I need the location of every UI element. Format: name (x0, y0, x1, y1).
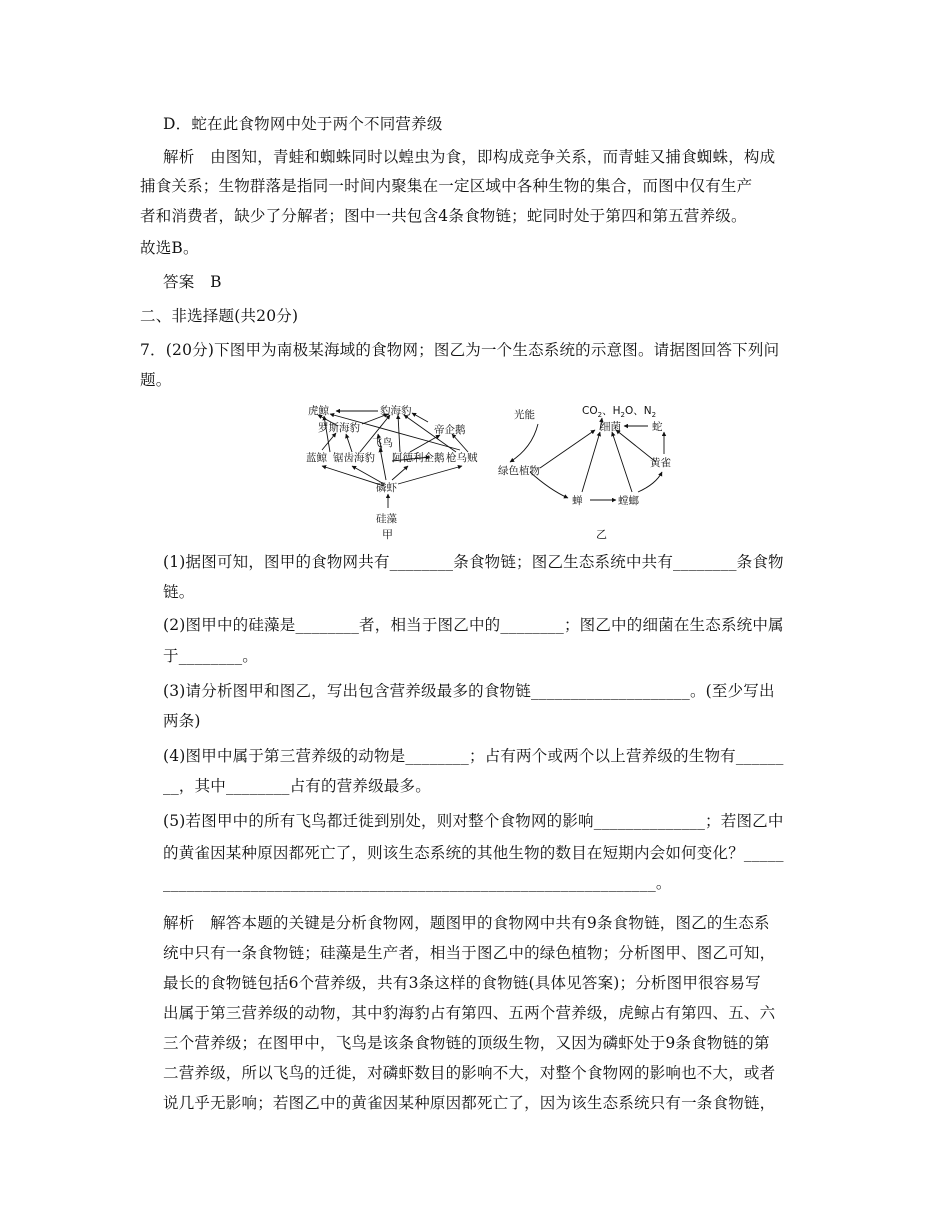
node-huangque: 黄雀 (650, 457, 671, 469)
node-diqie: 帝企鹅 (434, 424, 466, 436)
question-stem: 7．(20分)下图甲为南极某海域的食物网；图乙为一个生态系统的示意图。请据图回答下列问 (140, 341, 780, 359)
analysis-line: 最长的食物链包括6个营养级，共有3条这样的食物链(具体见答案)；分析图甲很容易写 (163, 974, 761, 992)
node-guizao: 硅藻 (376, 513, 397, 525)
figure-jia-label: 甲 (382, 528, 393, 540)
node-baohaibao: 豹海豹 (380, 405, 412, 417)
analysis-line: 二营养级，所以飞鸟的迁徙，对磷虾数目的影响不大，对整个食物网的影响也不大，或者 (163, 1064, 776, 1082)
node-qiangwuzei: 枪乌贼 (446, 452, 478, 464)
analysis-line: 者和消费者，缺少了分解者；图中一共包含4条食物链；蛇同时处于第四和第五营养级。 (140, 207, 747, 225)
option-d: D．蛇在此食物网中处于两个不同营养级 (163, 115, 443, 133)
node-xijun: 细菌 (600, 421, 621, 433)
node-huxing: 虎鲸 (308, 405, 329, 417)
analysis-line: 捕食关系；生物群落是指同一时间内聚集在一定区域中各种生物的集合，而图中仅有生产 (140, 177, 753, 195)
analysis-line: 三个营养级；在图甲中，飞鸟是该条食物链的顶级生物，又因为磷虾处于9条食物链的第 (163, 1034, 770, 1052)
node-co2: $CO_2$、$H_2O$、$N_2$ (582, 405, 657, 419)
question-part-2: (2)图甲中的硅藻是________者，相当于图乙中的________；图乙中的细菌在生态系统中属 (163, 616, 784, 634)
node-lanjing: 蓝鲸 (306, 452, 327, 464)
question-part-5: 的黄雀因某种原因都死亡了，则该生态系统的其他生物的数目在短期内会如何变化？_____ (163, 844, 784, 862)
analysis-line: 解析 解答本题的关键是分析食物网，题图甲的食物网中共有9条食物链，图乙的生态系 (163, 914, 770, 932)
question-stem: 题。 (140, 371, 172, 389)
food-web-figures (300, 400, 700, 540)
node-luosi: 罗斯海豹 (318, 422, 360, 434)
analysis-line: 故选B。 (140, 239, 199, 257)
question-part-1: 链。 (163, 583, 195, 601)
question-part-4: (4)图甲中属于第三营养级的动物是________；占有两个或两个以上营养级的生物有______ (163, 747, 784, 765)
analysis-line: 出属于第三营养级的动物，其中豹海豹占有第四、五两个营养级，虎鲸占有第四、五、六 (163, 1004, 776, 1022)
node-guangneng: 光能 (514, 409, 535, 421)
node-lvse: 绿色植物 (498, 465, 540, 477)
question-part-1: (1)据图可知，图甲的食物网共有________条食物链；图乙生态系统中共有________条食物 (163, 553, 784, 571)
node-linxia: 磷虾 (376, 482, 397, 494)
node-tanglang: 螳螂 (618, 495, 639, 507)
analysis-line: 统中只有一条食物链；硅藻是生产者，相当于图乙中的绿色植物；分析图甲、图乙可知， (163, 944, 776, 962)
analysis-line: 解析 由图知，青蛙和蜘蛛同时以蝗虫为食，即构成竞争关系，而青蛙又捕食蜘蛛，构成 (163, 148, 776, 166)
answer-line: 答案 B (163, 273, 222, 291)
node-chan: 蝉 (572, 495, 583, 507)
figure-yi-label: 乙 (596, 528, 607, 540)
node-adeli: 阿德利企鹅 (392, 452, 445, 464)
question-part-5: ______________________________________________________________。 (163, 874, 672, 892)
node-she: 蛇 (652, 421, 663, 433)
analysis-line: 说几乎无影响；若图乙中的黄雀因某种原因都死亡了，因为该生态系统只有一条食物链， (163, 1094, 776, 1112)
question-part-3: 两条) (163, 712, 201, 730)
node-feiniao: 飞鸟 (372, 437, 393, 449)
section-heading: 二、非选择题(共20分) (140, 307, 299, 325)
question-part-4: __，其中________占有的营养级最多。 (163, 777, 431, 795)
figure-yi-diagram (510, 418, 664, 500)
question-part-2: 于________。 (163, 647, 259, 665)
node-juchi: 锯齿海豹 (333, 452, 375, 464)
question-part-3: (3)请分析图甲和图乙，写出包含营养级最多的食物链____________________。(至少写出 (163, 682, 775, 700)
question-part-5: (5)若图甲中的所有飞鸟都迁徙到别处，则对整个食物网的影响______________；若图乙中 (163, 812, 784, 830)
